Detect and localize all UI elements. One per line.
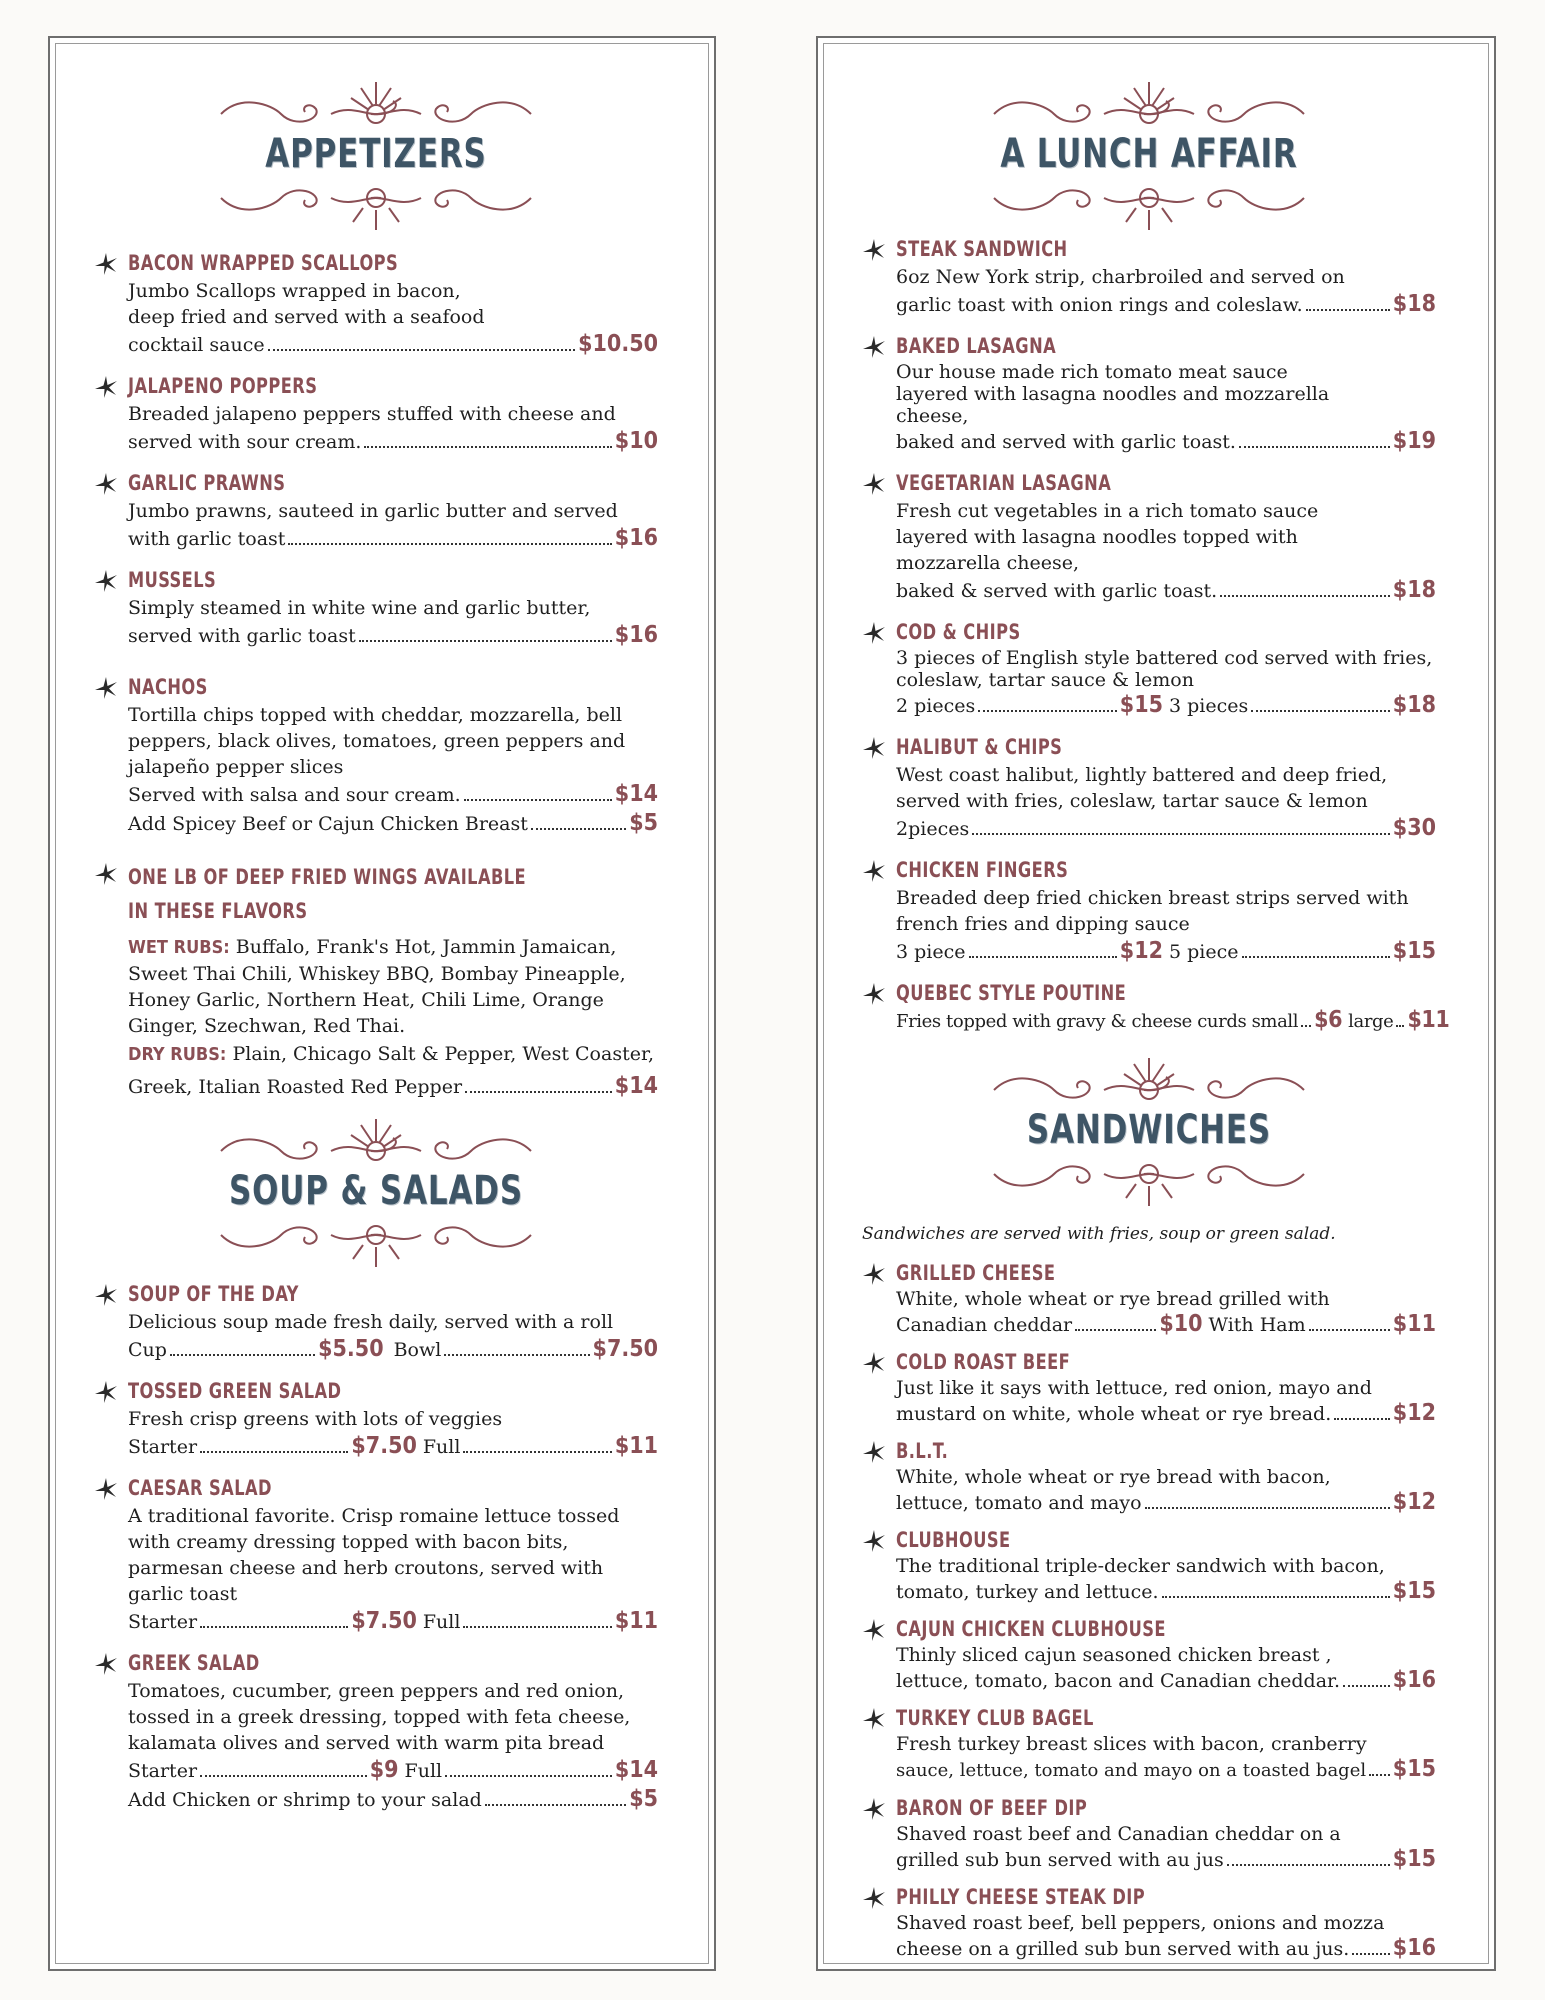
item-name: STEAK SANDWICH	[896, 237, 1068, 261]
price-label: With Ham	[1208, 1314, 1306, 1336]
item-price: $12	[1392, 1489, 1436, 1515]
item-price: $14	[614, 1757, 659, 1783]
item-price: $11	[614, 1608, 659, 1634]
item-description: White, whole wheat or rye bread with bacon,	[896, 1466, 1331, 1488]
item-name: ONE LB OF DEEP FRIED WINGS AVAILABLE IN THESE FLAVORS	[128, 865, 527, 923]
ornament-bottom-icon	[974, 178, 1324, 234]
right-menu-panel	[816, 36, 1496, 1971]
ornament-top-icon	[201, 1111, 551, 1167]
star-bullet-icon	[94, 676, 118, 700]
item-price: $10	[614, 428, 658, 454]
menu-item	[94, 567, 658, 650]
menu-item	[862, 980, 1450, 1036]
price-label: tomato, turkey and lettuce.	[896, 1581, 1159, 1603]
item-name: NACHOS	[128, 675, 208, 699]
ornament-top-icon	[974, 1050, 1324, 1106]
price-label: large	[1348, 1011, 1394, 1032]
star-bullet-icon	[94, 375, 118, 399]
item-price: $16	[1392, 1935, 1436, 1961]
price-label: 3 piece	[896, 941, 966, 963]
item-price: $15	[1119, 692, 1163, 718]
price-label: Cup	[128, 1339, 167, 1361]
star-bullet-icon	[94, 569, 118, 593]
item-price: $30	[1392, 815, 1436, 841]
menu-item	[94, 250, 658, 359]
item-description: West coast halibut, lightly battered and deep fried, served with fries, coleslaw, tartar sauce & lemon	[896, 764, 1388, 812]
star-bullet-icon	[94, 1283, 118, 1307]
item-name: BAKED LASAGNA	[896, 334, 1057, 358]
item-description: 3 pieces of English style battered cod served with fries, coleslaw, tartar sauce & lemon	[896, 647, 1433, 691]
item-price: $15	[1392, 1846, 1436, 1872]
item-description: Simply steamed in white wine and garlic butter,	[128, 597, 591, 619]
item-price: $15	[1392, 938, 1436, 964]
price-label: Starter	[128, 1436, 198, 1458]
menu-item	[94, 1650, 658, 1814]
item-description: Shaved roast beef and Canadian cheddar on a	[896, 1823, 1341, 1845]
item-description: Jumbo Scallops wrapped in bacon, deep fried and served with a seafood	[128, 280, 485, 328]
menu-item	[862, 1616, 1436, 1695]
item-price: $16	[1392, 1667, 1436, 1693]
item-description: 6oz New York strip, charbroiled and served on	[896, 266, 1345, 288]
ornament-bottom-icon	[201, 178, 551, 234]
price-label: cheese on a grilled sub bun served with au jus.	[896, 1938, 1350, 1960]
star-bullet-icon	[94, 862, 118, 886]
soups-title: SOUP & SALADS	[228, 1168, 524, 1214]
price-label: Served with salsa and sour cream.	[128, 784, 461, 806]
item-description: Tomatoes, cucumber, green peppers and red onion, tossed in a greek dressing, topped with feta cheese, kalamata olives and served with warm pita bread	[128, 1680, 631, 1754]
star-bullet-icon	[862, 335, 886, 359]
item-description: The traditional triple-decker sandwich with bacon,	[896, 1555, 1385, 1577]
price-label: with garlic toast	[128, 528, 286, 550]
menu-item	[862, 236, 1436, 319]
item-price: $9	[369, 1757, 399, 1783]
menu-item	[862, 1260, 1436, 1339]
item-price: $5.50	[318, 1336, 384, 1362]
appetizers-title: APPETIZERS	[265, 131, 487, 177]
item-price: $10	[1159, 1311, 1203, 1337]
price-label: Full	[404, 1760, 443, 1782]
item-name: CHICKEN FINGERS	[896, 858, 1069, 882]
price-label: Full	[422, 1611, 461, 1633]
item-price: $12	[1392, 1400, 1436, 1426]
item-price: $19	[1392, 428, 1436, 454]
item-name: HALIBUT & CHIPS	[896, 735, 1063, 759]
star-bullet-icon	[862, 736, 886, 760]
star-bullet-icon	[862, 1707, 886, 1731]
dry-rubs-text: Plain, Chicago Salt & Pepper, West Coaster,	[232, 1043, 654, 1065]
item-price: $18	[1392, 577, 1436, 603]
price-label: sauce, lettuce, tomato and mayo on a toasted bagel	[896, 1760, 1367, 1781]
item-price: $15	[1392, 1756, 1436, 1782]
menu-item	[862, 619, 1436, 720]
sandwiches-title: SANDWICHES	[1026, 1107, 1272, 1153]
appetizers-header	[94, 74, 658, 234]
price-label: 2 pieces	[896, 695, 976, 717]
menu-item	[862, 1884, 1436, 1963]
lunch-header	[862, 74, 1436, 234]
star-bullet-icon	[862, 621, 886, 645]
item-name: GREEK SALAD	[128, 1651, 260, 1675]
star-bullet-icon	[862, 472, 886, 496]
item-price: $14	[614, 1073, 658, 1099]
item-description: A traditional favorite. Crisp romaine lettuce tossed with creamy dressing topped with bacon bits, parmesan cheese and herb croutons, served with garlic toast	[128, 1505, 620, 1605]
star-bullet-icon	[862, 238, 886, 262]
star-bullet-icon	[94, 1477, 118, 1501]
price-label: Starter	[128, 1760, 198, 1782]
menu-item	[862, 1795, 1436, 1874]
ornament-bottom-icon	[201, 1215, 551, 1271]
star-bullet-icon	[862, 1440, 886, 1464]
item-description: Jumbo prawns, sauteed in garlic butter and served	[128, 500, 618, 522]
price-label: 5 piece	[1169, 941, 1239, 963]
price-label: 2pieces	[896, 818, 970, 840]
price-label: 3 pieces	[1169, 695, 1249, 717]
price-label: served with sour cream.	[128, 431, 362, 453]
item-name: CAESAR SALAD	[128, 1476, 272, 1500]
item-description: Our house made rich tomato meat sauce layered with lasagna noodles and mozzarella cheese,	[896, 361, 1330, 427]
star-bullet-icon	[862, 1262, 886, 1286]
item-name: GARLIC PRAWNS	[128, 471, 286, 495]
menu-item	[862, 857, 1436, 966]
item-description: White, whole wheat or rye bread grilled with	[896, 1288, 1330, 1310]
item-description: Breaded jalapeno peppers stuffed with cheese and	[128, 403, 616, 425]
menu-item	[94, 674, 658, 838]
menu-item	[94, 860, 658, 1101]
price-label: lettuce, tomato and mayo	[896, 1492, 1142, 1514]
soups-header	[94, 1111, 658, 1271]
item-name: SOUP OF THE DAY	[128, 1282, 299, 1306]
price-label: served with garlic toast	[128, 625, 356, 647]
item-name: VEGETARIAN LASAGNA	[896, 471, 1112, 495]
price-label: cocktail sauce	[128, 334, 265, 356]
item-name: JALAPENO POPPERS	[128, 374, 318, 398]
lunch-title: A LUNCH AFFAIR	[1000, 131, 1298, 177]
item-price: $11	[1407, 1007, 1450, 1033]
menu-item	[94, 1378, 658, 1461]
menu-item	[94, 470, 658, 553]
add-on-price: $5	[629, 1786, 658, 1812]
item-price: $16	[614, 525, 658, 551]
item-name: COD & CHIPS	[896, 620, 1021, 644]
star-bullet-icon	[94, 472, 118, 496]
item-name: BARON OF BEEF DIP	[896, 1796, 1088, 1820]
price-label: Canadian cheddar	[896, 1314, 1073, 1336]
item-description: Delicious soup made fresh daily, served with a roll	[128, 1311, 614, 1333]
item-name: TURKEY CLUB BAGEL	[896, 1706, 1094, 1730]
star-bullet-icon	[94, 1652, 118, 1676]
item-description: Breaded deep fried chicken breast strips served with french fries and dipping sauce	[896, 887, 1409, 935]
item-price: $10.50	[578, 331, 658, 357]
item-price: $15	[1392, 1578, 1436, 1604]
item-name: MUSSELS	[128, 568, 217, 592]
item-name: CLUBHOUSE	[896, 1528, 1011, 1552]
ornament-bottom-icon	[974, 1154, 1324, 1210]
price-label: Fries topped with gravy & cheese curds small	[896, 1011, 1299, 1032]
add-on-label: Add Spicey Beef or Cajun Chicken Breast	[128, 813, 528, 835]
star-bullet-icon	[862, 982, 886, 1006]
item-price: $14	[614, 781, 658, 807]
menu-item	[94, 1281, 658, 1364]
price-label: Greek, Italian Roasted Red Pepper	[128, 1076, 463, 1098]
star-bullet-icon	[862, 1529, 886, 1553]
item-description: Shaved roast beef, bell peppers, onions and mozza	[896, 1912, 1385, 1934]
menu-item	[862, 1705, 1436, 1785]
add-on-price: $5	[629, 810, 658, 836]
price-label: Bowl	[393, 1339, 442, 1361]
ornament-top-icon	[201, 74, 551, 130]
item-description: Fresh cut vegetables in a rich tomato sauce layered with lasagna noodles topped with mozzarella cheese,	[896, 500, 1319, 574]
left-menu-panel	[48, 36, 716, 1971]
ornament-top-icon	[974, 74, 1324, 130]
item-name: TOSSED GREEN SALAD	[128, 1379, 342, 1403]
item-name: QUEBEC STYLE POUTINE	[896, 981, 1127, 1005]
star-bullet-icon	[862, 1797, 886, 1821]
item-price: $18	[1392, 692, 1436, 718]
menu-item	[862, 734, 1436, 843]
item-description: Thinly sliced cajun seasoned chicken breast ,	[896, 1644, 1332, 1666]
item-price: $7.50	[351, 1433, 417, 1459]
menu-item	[862, 470, 1436, 605]
sandwiches-header	[862, 1050, 1436, 1210]
item-price: $11	[1392, 1311, 1436, 1337]
menu-item	[94, 1475, 658, 1636]
star-bullet-icon	[94, 252, 118, 276]
menu-item	[862, 1438, 1436, 1517]
star-bullet-icon	[862, 859, 886, 883]
price-label: garlic toast with onion rings and coleslaw.	[896, 294, 1303, 316]
menu-item	[862, 1527, 1436, 1606]
price-label: Starter	[128, 1611, 198, 1633]
price-label: baked and served with garlic toast.	[896, 431, 1236, 453]
wet-rubs-label: WET RUBS:	[128, 937, 230, 958]
item-price: $16	[614, 622, 658, 648]
item-name: BACON WRAPPED SCALLOPS	[128, 251, 399, 275]
price-label: lettuce, tomato, bacon and Canadian cheddar.	[896, 1670, 1341, 1692]
item-price: $6	[1314, 1007, 1343, 1033]
item-price: $7.50	[592, 1336, 658, 1362]
item-name: B.L.T.	[896, 1439, 949, 1463]
wet-rubs-text: Buffalo, Frank's Hot, Jammin Jamaican, Sweet Thai Chili, Whiskey BBQ, Bombay Pineapple, Honey Garlic, Northern Heat, Chili Lime, Orange Ginger, Szechwan, Red Thai.	[128, 936, 626, 1037]
menu-item	[94, 373, 658, 456]
sandwiches-note: Sandwiches are served with fries, soup or green salad.	[862, 1224, 1336, 1244]
item-name: GRILLED CHEESE	[896, 1261, 1056, 1285]
item-price: $11	[614, 1433, 659, 1459]
star-bullet-icon	[862, 1886, 886, 1910]
star-bullet-icon	[862, 1618, 886, 1642]
dry-rubs-label: DRY RUBS:	[128, 1044, 227, 1065]
menu-item	[862, 1349, 1436, 1428]
price-label: mustard on white, whole wheat or rye bread.	[896, 1403, 1332, 1425]
item-description: Tortilla chips topped with cheddar, mozzarella, bell peppers, black olives, tomatoes, green peppers and jalapeño pepper slices	[128, 704, 626, 778]
item-name: CAJUN CHICKEN CLUBHOUSE	[896, 1617, 1166, 1641]
item-description: Fresh turkey breast slices with bacon, cranberry	[896, 1733, 1367, 1755]
item-name: PHILLY CHEESE STEAK DIP	[896, 1885, 1146, 1909]
add-on-label: Add Chicken or shrimp to your salad	[128, 1789, 482, 1811]
item-description: Fresh crisp greens with lots of veggies	[128, 1408, 503, 1430]
star-bullet-icon	[862, 1351, 886, 1375]
menu-item	[862, 333, 1436, 456]
item-price: $18	[1392, 291, 1436, 317]
item-price: $7.50	[351, 1608, 417, 1634]
item-price: $12	[1119, 938, 1163, 964]
star-bullet-icon	[94, 1380, 118, 1404]
item-name: COLD ROAST BEEF	[896, 1350, 1071, 1374]
price-label: grilled sub bun served with au jus	[896, 1849, 1224, 1871]
item-description: Just like it says with lettuce, red onion, mayo and	[896, 1377, 1372, 1399]
price-label: Full	[422, 1436, 461, 1458]
price-label: baked & served with garlic toast.	[896, 580, 1218, 602]
